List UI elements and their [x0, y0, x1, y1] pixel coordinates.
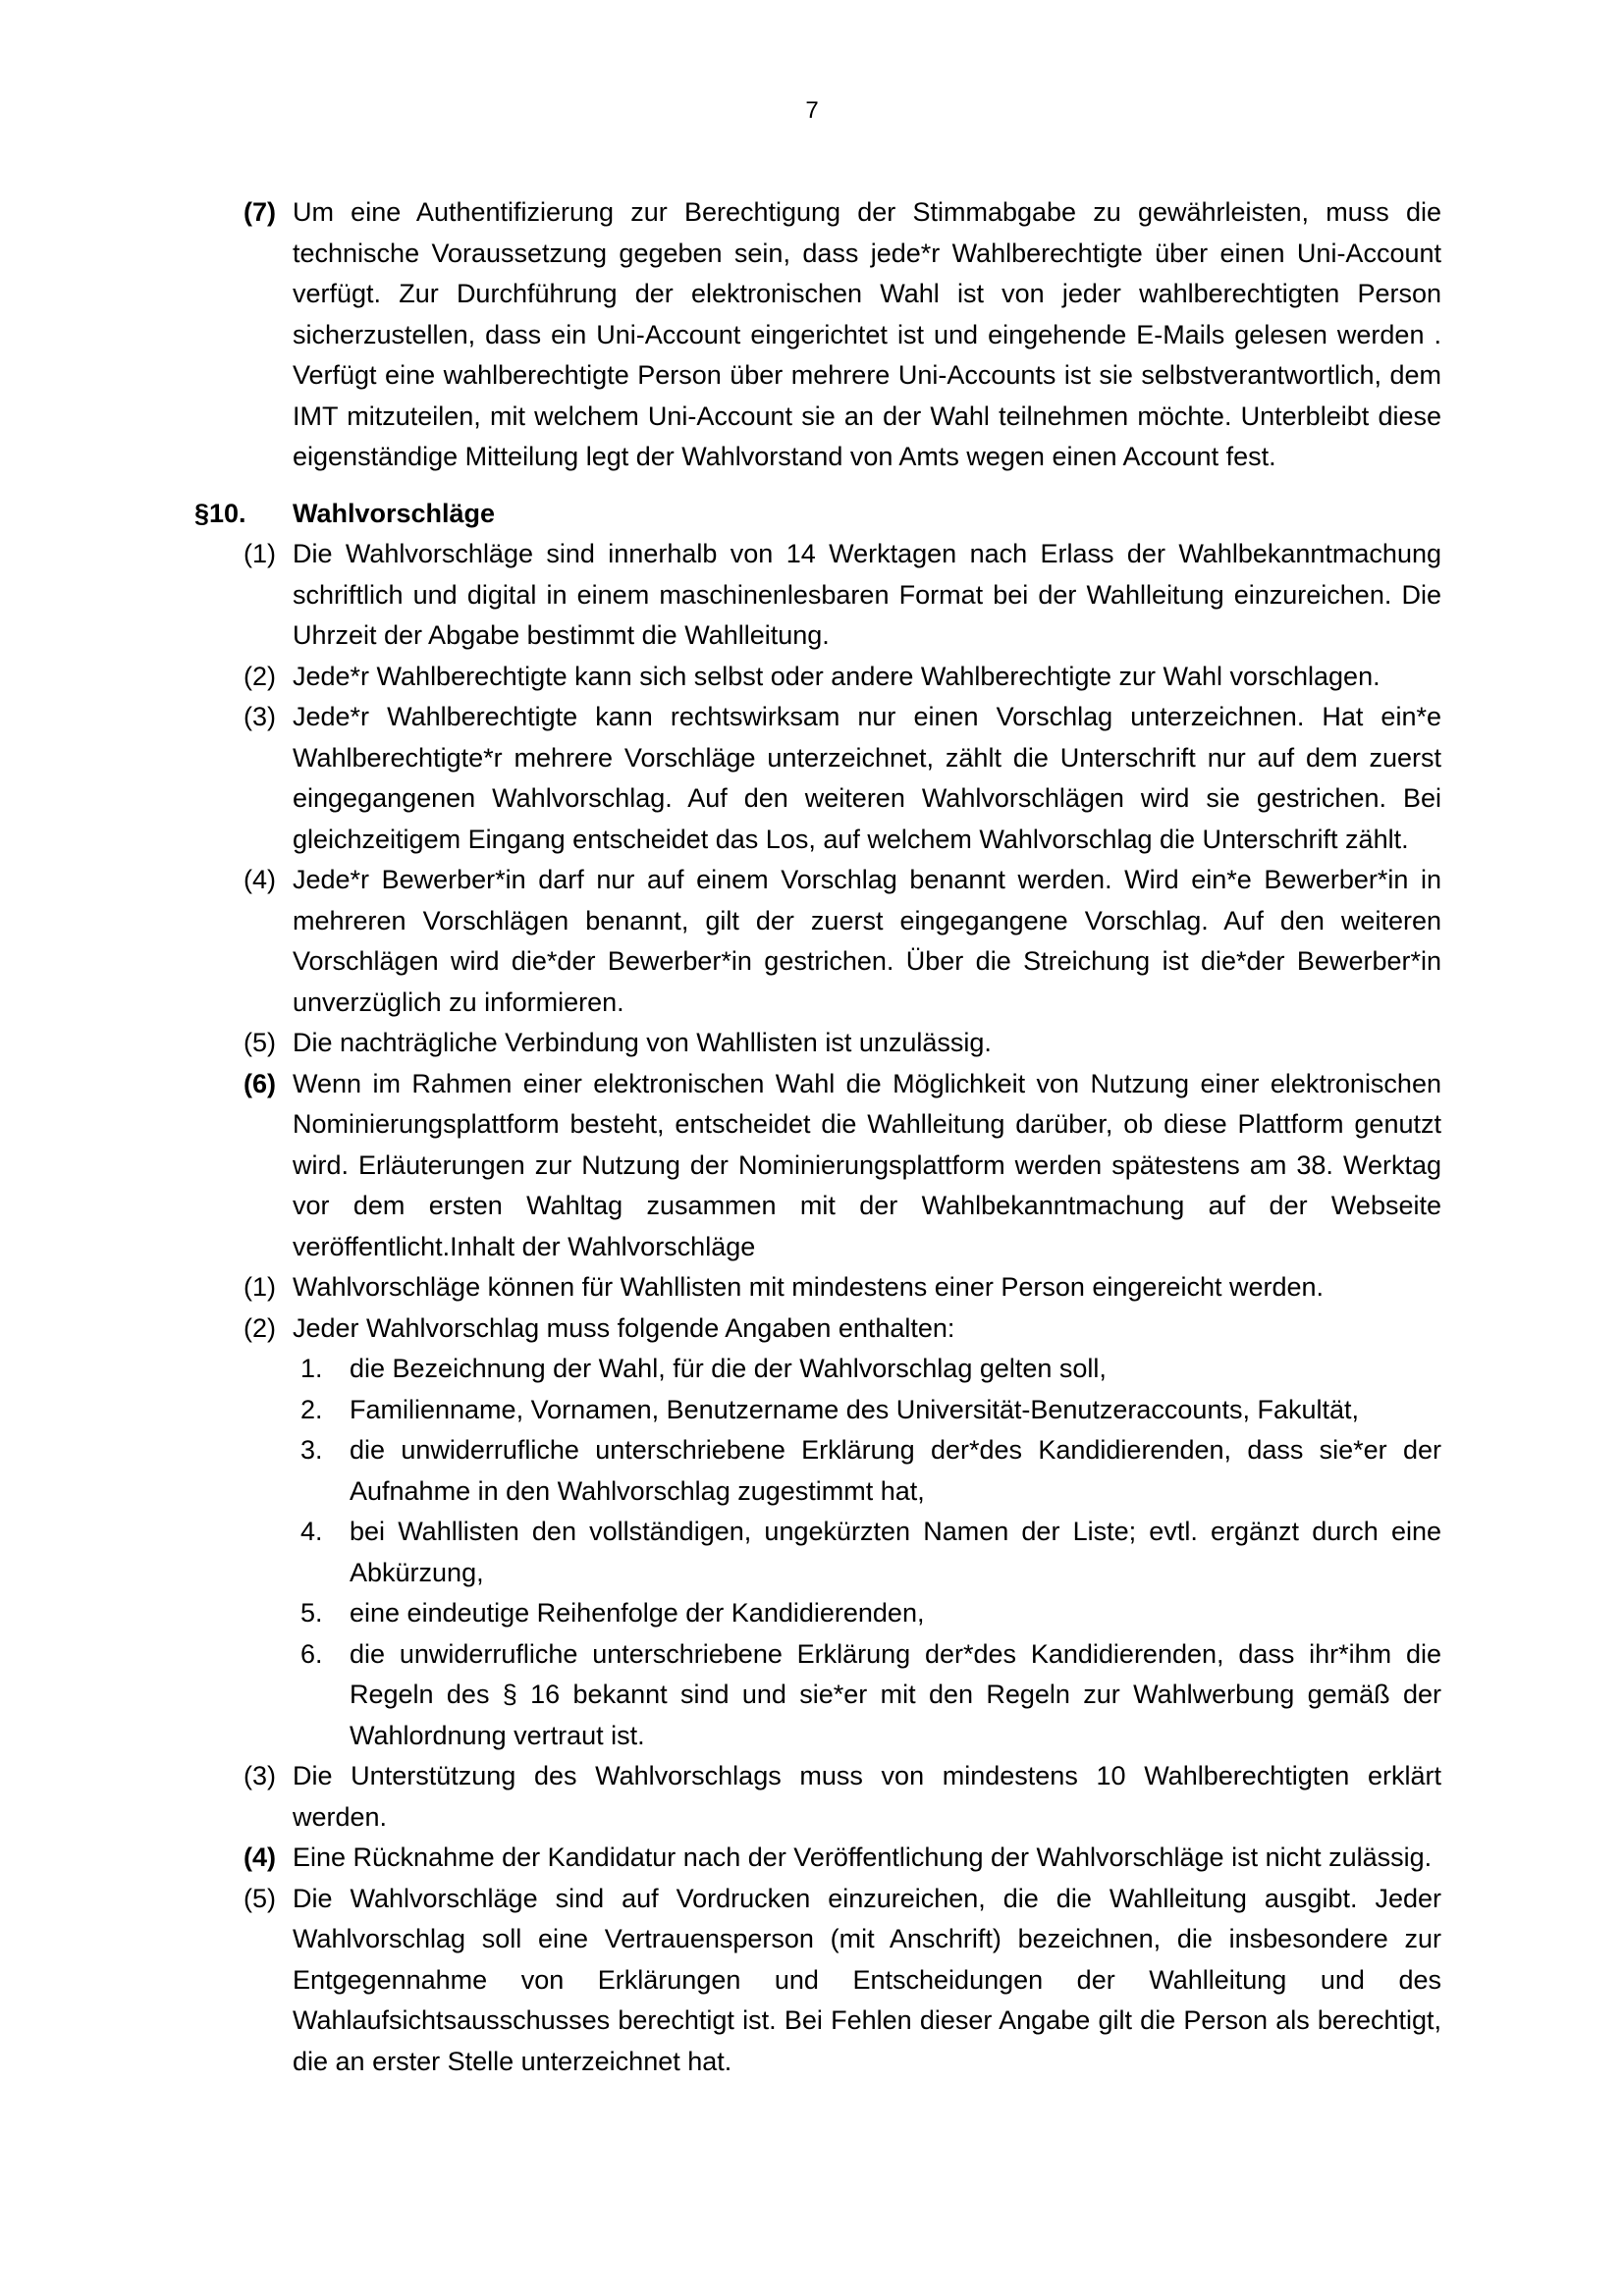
list-item [244, 1838, 1441, 1879]
item-number: (1) [244, 1272, 276, 1302]
item-number: (4) [244, 1842, 276, 1872]
item-number: (1) [244, 539, 276, 568]
list-item [244, 534, 1441, 657]
list-item [244, 697, 1441, 860]
item-text: Jede*r Wahlberechtigte kann sich selbst oder andere Wahlberechtigte zur Wahl vorschlagen. [293, 661, 1380, 691]
sub-item-number: 2. [300, 1394, 323, 1424]
item-text: Jede*r Wahlberechtigte kann rechtswirksam nur einen Vorschlag unterzeichnen. Hat ein*e Wahlberechtigte*r mehrere Vorschläge unterzeichnet, zählt die Unterschrift nur auf dem zuerst eingegangenen Wahlvorschlag. Auf den weiteren Wahlvorschlägen wird sie gestrichen. Bei gleichzeitigem Eingang entscheidet das Los, auf welchem Wahlvorschlag die Unterschrift zählt. [293, 702, 1441, 854]
item-text: Die Wahlvorschläge sind auf Vordrucken einzureichen, die die Wahlleitung ausgibt. Jeder Wahlvorschlag soll eine Vertrauensperson (mit Anschrift) bezeichnen, die insbesondere zur Entgegennahme von Erklärungen und Entscheidungen der Wahlleitung und des Wahlaufsichtsausschusses berechtigt ist. Bei Fehlen dieser Angabe gilt die Person als berechtigt, die an erster Stelle unterzeichnet hat. [293, 1883, 1441, 2076]
sub-item-text: Familienname, Vornamen, Benutzername des Universität-Benutzeraccounts, Fakultät, [350, 1394, 1360, 1424]
item-text: Wenn im Rahmen einer elektronischen Wahl die Möglichkeit von Nutzung einer elektronischen Nominierungsplattform besteht, entscheidet die Wahlleitung darüber, ob diese Plattform genutzt wird. Erläuterungen zur Nutzung der Nominierungsplattform werden spätestens am 38. Werktag vor dem ersten Wahltag zusammen mit der Wahlbekanntmachung auf der Webseite veröffentlicht.Inhalt der Wahlvorschläge [293, 1068, 1441, 1261]
item-number: (3) [244, 1761, 276, 1790]
page-number: 7 [805, 97, 819, 124]
item-number: (4) [244, 865, 276, 894]
item-text: Jede*r Bewerber*in darf nur auf einem Vorschlag benannt werden. Wird ein*e Bewerber*in in mehreren Vorschlägen benannt, gilt der zuerst eingegangene Vorschlag. Auf den weiteren Vorschlägen wird die*der Bewerber*in gestrichen. Über die Streichung ist die*der Bewerber*in unverzüglich zu informieren. [293, 865, 1441, 1017]
item-text: Die Unterstützung des Wahlvorschlags muss von mindestens 10 Wahlberechtigten erklärt werden. [293, 1761, 1441, 1832]
sub-list-item [244, 1593, 1441, 1634]
sub-item-text: eine eindeutige Reihenfolge der Kandidierenden, [350, 1598, 925, 1628]
sub-list-item [244, 1349, 1441, 1390]
sub-item-number: 1. [300, 1354, 323, 1383]
list-item [244, 657, 1441, 698]
section-title: Wahlvorschläge [293, 498, 496, 528]
item-number: (3) [244, 702, 276, 731]
list-item [244, 860, 1441, 1023]
item-text: Die nachträgliche Verbindung von Wahllisten ist unzulässig. [293, 1028, 992, 1057]
list-item [244, 1879, 1441, 2083]
list-item [244, 1308, 1441, 1350]
paragraph-text: Um eine Authentifizierung zur Berechtigung der Stimmabgabe zu gewährleisten, muss die technische Voraussetzung gegeben sein, dass jede*r Wahlberechtigte über einen Uni-Account verfügt. Zur Durchführung der elektronischen Wahl ist von jeder wahlberechtigten Person sicherzustellen, dass ein Uni-Account eingerichtet ist und eingehende E-Mails gelesen werden . Verfügt eine wahlberechtigte Person über mehrere Uni-Accounts ist sie selbstverantwortlich, dem IMT mitzuteilen, mit welchem Uni-Account sie an der Wahl teilnehmen möchte. Unterbleibt diese eigenständige Mitteilung legt der Wahlvorstand von Amts wegen einen Account fest. [293, 197, 1441, 471]
item-number: (5) [244, 1028, 276, 1057]
item-text: Die Wahlvorschläge sind innerhalb von 14 Werktagen nach Erlass der Wahlbekanntmachung schriftlich und digital in einem maschinenlesbaren Format bei der Wahlleitung einzureichen. Die Uhrzeit der Abgabe bestimmt die Wahlleitung. [293, 539, 1441, 650]
item-number: (2) [244, 661, 276, 691]
paragraph-7 [244, 192, 1441, 478]
sub-list-item [244, 1390, 1441, 1431]
item-text: Eine Rücknahme der Kandidatur nach der Veröffentlichung der Wahlvorschläge ist nicht zulässig. [293, 1842, 1433, 1872]
sub-item-text: die Bezeichnung der Wahl, für die der Wahlvorschlag gelten soll, [350, 1354, 1107, 1383]
sub-list-item [244, 1512, 1441, 1593]
item-number: (5) [244, 1883, 276, 1913]
item-text: Jeder Wahlvorschlag muss folgende Angaben enthalten: [293, 1312, 955, 1343]
sub-item-number: 3. [300, 1435, 323, 1465]
sub-item-number: 4. [300, 1517, 323, 1546]
item-number: (6) [244, 1068, 276, 1098]
list-item [244, 1023, 1441, 1064]
item-text: Wahlvorschläge können für Wahllisten mit mindestens einer Person eingereicht werden. [293, 1272, 1325, 1302]
section-heading [194, 494, 1441, 535]
item-number: (2) [244, 1312, 276, 1343]
document-body [194, 192, 1441, 2082]
sub-list-item [244, 1430, 1441, 1512]
sub-item-number: 6. [300, 1638, 323, 1669]
list-item [244, 1267, 1441, 1308]
paragraph-number: (7) [244, 197, 276, 227]
sub-item-text: bei Wahllisten den vollständigen, ungekürzten Namen der Liste; evtl. ergänzt durch eine Abkürzung, [350, 1517, 1441, 1587]
list-item [244, 1064, 1441, 1268]
sub-item-text: die unwiderrufliche unterschriebene Erklärung der*des Kandidierenden, dass ihr*ihm die Regeln des § 16 bekannt sind und sie*er mit den Regeln zur Wahlwerbung gemäß der Wahlordnung vertraut ist. [350, 1638, 1441, 1750]
sub-item-number: 5. [300, 1598, 323, 1628]
section-number: §10. [194, 498, 246, 528]
list-item [244, 1756, 1441, 1838]
sub-item-text: die unwiderrufliche unterschriebene Erklärung der*des Kandidierenden, dass sie*er der Aufnahme in den Wahlvorschlag zugestimmt hat, [350, 1435, 1441, 1506]
sub-list-item [244, 1634, 1441, 1757]
